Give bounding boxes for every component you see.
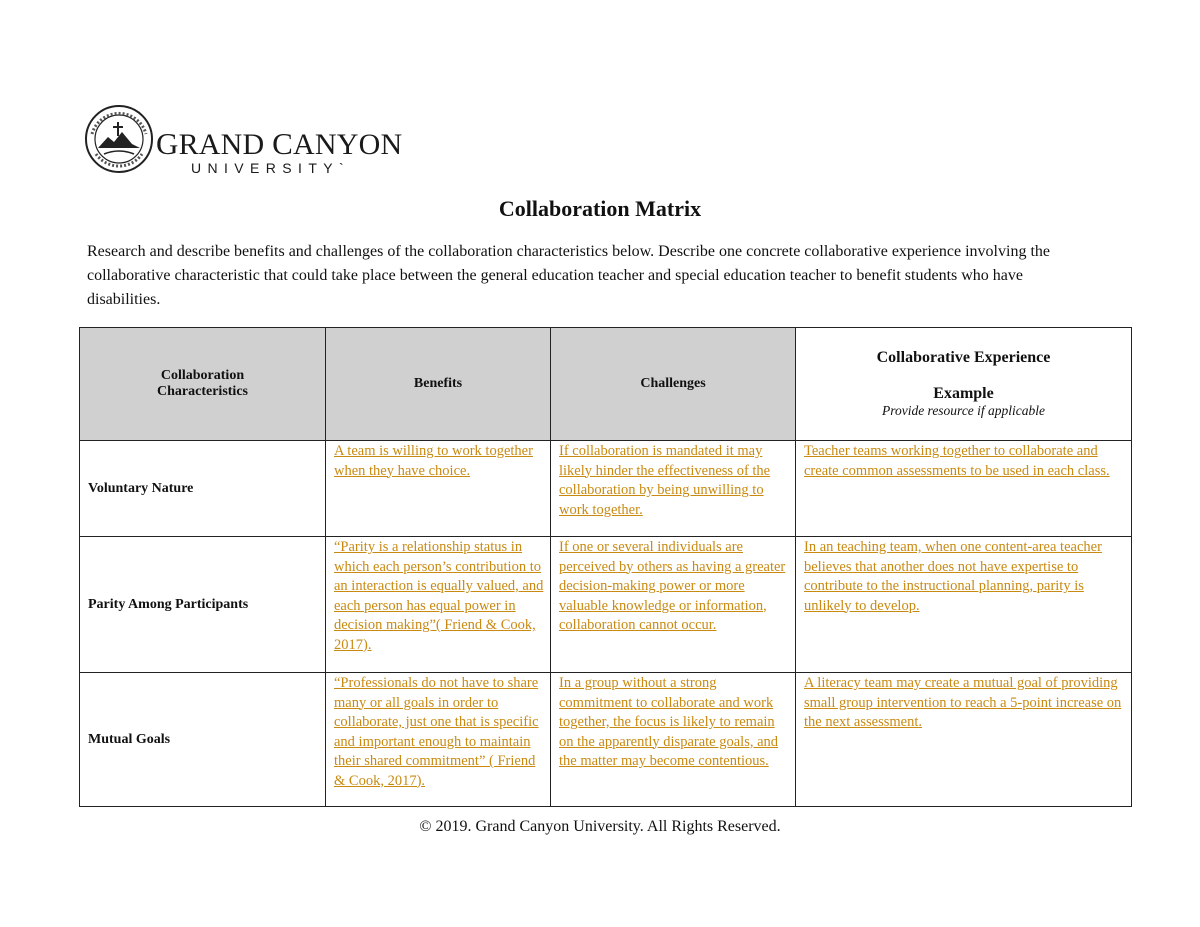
copyright-footer: © 2019. Grand Canyon University. All Rights Reserved. [419,818,781,835]
table-row [80,441,1132,537]
document-title: Collaboration Matrix [498,196,702,221]
header-benefits: Benefits [326,328,551,441]
experience-cell[interactable]: In an teaching team, when one content-area teacher believes that another does not have expertise to contribute to the instructional planning, parity is unlikely to develop. [796,537,1132,673]
row-characteristic: Voluntary Nature [80,441,326,537]
instructions-paragraph: Research and describe benefits and challenges of the collaboration characteristics below. Describe one concrete collaborative experience involving the collaborative characteristic that could take place between the general education teacher and special education teacher to benefit students who have disabilities. [87,243,1050,308]
benefits-cell[interactable]: A team is willing to work together when they have choice. [326,441,551,537]
benefits-cell[interactable]: “Professionals do not have to share many or all goals in order to collaborate, just one that is specific and important enough to maintain their shared commitment” ( Friend & Cook, 2017). [326,673,551,807]
experience-cell[interactable]: A literacy team may create a mutual goal of providing small group intervention to reach a 5-point increase on the next assessment. [796,673,1132,807]
row-characteristic: Parity Among Participants [80,537,326,673]
table-row [80,673,1132,807]
challenges-cell[interactable]: If one or several individuals are perceived by others as having a greater decision-making power or more valuable knowledge or information, collaboration cannot occur. [551,537,796,673]
logo-wordmark: GRAND CANYON [156,126,403,161]
header-challenges: Challenges [551,328,796,441]
table-header-row [80,328,1132,441]
challenges-cell[interactable]: If collaboration is mandated it may likely hinder the effectiveness of the collaboration by being unwilling to work together. [551,441,796,537]
university-logo [84,104,403,180]
benefits-cell[interactable]: “Parity is a relationship status in which each person’s contribution to an interaction is equally valued, and each person has equal power in decision making”( Friend & Cook, 2017). [326,537,551,673]
table-row [80,537,1132,673]
row-characteristic: Mutual Goals [80,673,326,807]
experience-cell[interactable]: Teacher teams working together to collaborate and create common assessments to be used in each class. [796,441,1132,537]
header-characteristics: Collaboration Characteristics [80,328,326,441]
logo-subtitle: UNIVERSITY` [191,160,351,176]
university-seal-icon [84,104,154,174]
challenges-cell[interactable]: In a group without a strong commitment to collaborate and work together, the focus is likely to remain on the apparently disparate goals, and the matter may become contentious. [551,673,796,807]
collaboration-matrix-table [79,327,1132,807]
header-collaborative-experience: Collaborative Experience Example Provide resource if applicable [796,328,1132,441]
